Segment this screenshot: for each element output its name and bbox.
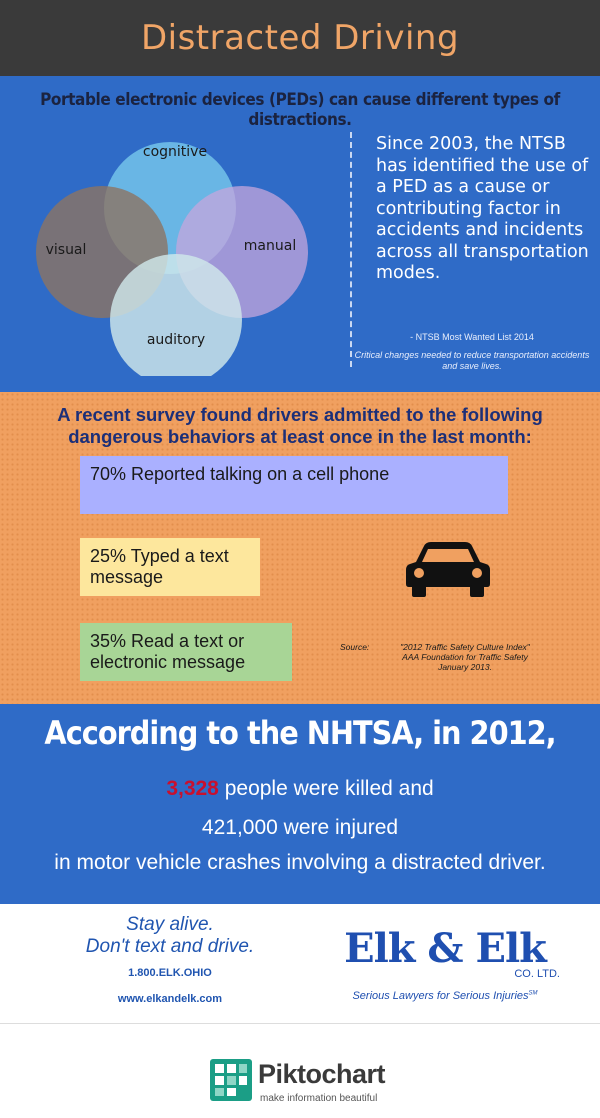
website-link[interactable]: www.elkandelk.com: [117, 993, 223, 1005]
logo-suffix: CO. LTD.: [514, 968, 560, 980]
killed-line: [0, 777, 600, 801]
piktochart-logo-icon: [210, 1059, 252, 1101]
distractions-panel: [0, 76, 600, 392]
elk-logo: Elk & Elk: [344, 925, 546, 972]
firm-tagline: [320, 990, 570, 1002]
tagline-text: Serious Lawyers for Serious Injuries: [352, 990, 529, 1002]
closing-line: in motor vehicle crashes involving a distracted driver.: [54, 851, 546, 874]
quote-source: - NTSB Most Wanted List 2014: [410, 332, 534, 342]
stat-typed: 25% Typed a text message: [80, 538, 260, 596]
source-line: January 2013.: [438, 662, 492, 672]
slogan-line-2: Don't text and drive.: [85, 936, 255, 957]
distractions-heading: Portable electronic devices (PEDs) can cause different types of distractions.: [40, 90, 560, 130]
ntsb-quote: Since 2003, the NTSB has identified the use of a PED as a cause or contributing factor in accidents and incidents across all transportation modes.: [376, 134, 589, 283]
nhtsa-panel: [0, 704, 600, 904]
source-line: AAA Foundation for Traffic Safety: [402, 652, 528, 662]
survey-heading: A recent survey found drivers admitted to the following dangerous behaviors at least once in the last month:: [57, 404, 543, 447]
venn-label-visual: visual: [45, 242, 87, 258]
source-line: "2012 Traffic Safety Culture Index": [400, 642, 530, 652]
venn-label-manual: manual: [243, 238, 297, 254]
nhtsa-heading: According to the NHTSA, in 2012,: [44, 714, 556, 752]
page-title: Distracted Driving: [140, 18, 460, 58]
killed-number: 3,328: [166, 777, 219, 800]
source-label: Source:: [340, 642, 370, 652]
footer-panel: [0, 904, 600, 1024]
service-mark: SM: [528, 990, 538, 997]
quote-note: Critical changes needed to reduce transportation accidents and save lives.: [354, 350, 590, 371]
car-icon: [404, 540, 492, 598]
stat-read: 35% Read a text or electronic message: [80, 623, 292, 681]
survey-panel: [0, 392, 600, 704]
injured-line: 421,000 were injured: [201, 816, 399, 839]
survey-source: [340, 642, 550, 672]
distraction-venn-diagram: [30, 126, 320, 376]
venn-label-cognitive: cognitive: [142, 144, 208, 160]
piktochart-tagline: make information beautiful: [260, 1093, 378, 1104]
stat-talking: 70% Reported talking on a cell phone: [80, 456, 508, 514]
quote-divider: [350, 132, 352, 367]
piktochart-branding: [0, 1025, 600, 1118]
header-bar: [0, 0, 600, 76]
source-lines: [380, 642, 550, 672]
slogan: [70, 914, 270, 958]
killed-text: people were killed and: [218, 777, 434, 800]
piktochart-name[interactable]: Piktochart: [258, 1059, 386, 1089]
venn-label-auditory: auditory: [146, 332, 206, 348]
phone-number[interactable]: 1.800.ELK.OHIO: [128, 967, 212, 979]
slogan-line-1: Stay alive.: [126, 914, 214, 935]
